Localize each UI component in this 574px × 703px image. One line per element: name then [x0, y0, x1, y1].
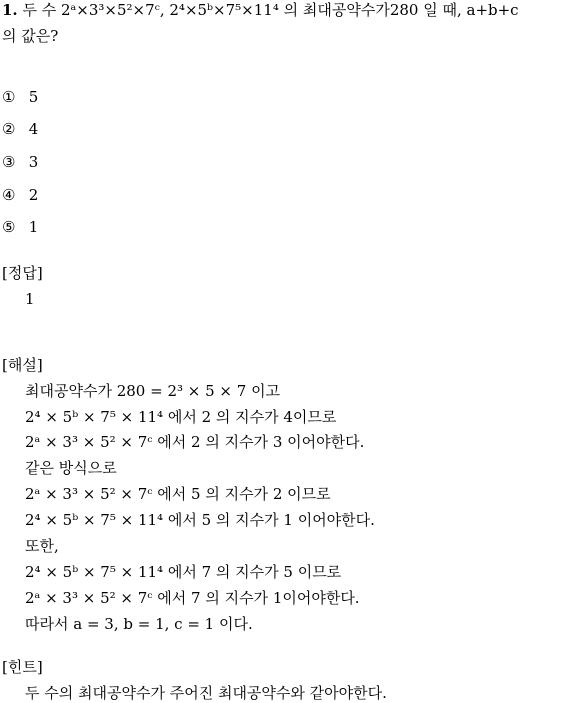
choice-3[interactable] [2, 152, 38, 172]
choice-2-text: 4 [28, 120, 39, 138]
explanation-line: 따라서 a = 3, b = 1, c = 1 이다. [25, 615, 253, 633]
explanation-line: 같은 방식으로 [25, 459, 117, 477]
explanation-line: 2ᵃ × 3³ × 5² × 7ᶜ 에서 5 의 지수가 2 이므로 [25, 485, 331, 503]
question-text: 두 수 2ᵃ×3³×5²×7ᶜ, 2⁴×5ᵇ×7⁵×11⁴ 의 최대공약수가280 일 때, a+b+c [22, 1, 519, 19]
choice-3-mark: ③ [2, 153, 16, 171]
choice-2[interactable] [2, 119, 38, 139]
choice-1[interactable] [2, 87, 38, 107]
choice-5[interactable] [2, 217, 38, 237]
explanation-line: 2ᵃ × 3³ × 5² × 7ᶜ 에서 7 의 지수가 1이어야한다. [25, 589, 360, 607]
answer-value: 1 [25, 290, 35, 308]
explanation-line: 2⁴ × 5ᵇ × 7⁵ × 11⁴ 에서 2 의 지수가 4이므로 [25, 408, 337, 426]
explanation-line: 최대공약수가 280 = 2³ × 5 × 7 이고 [25, 382, 281, 400]
question-number: 1. [2, 1, 18, 19]
choice-5-mark: ⑤ [2, 218, 16, 236]
explanation-line: 또한, [25, 537, 59, 555]
explanation-heading: [해설] [2, 356, 43, 374]
question-line-2: 의 값은? [2, 27, 59, 45]
choice-4-text: 2 [28, 186, 39, 204]
choice-4[interactable] [2, 185, 38, 205]
choice-1-text: 5 [28, 88, 39, 106]
choice-4-mark: ④ [2, 186, 16, 204]
choice-3-text: 3 [28, 153, 39, 171]
choice-1-mark: ① [2, 88, 16, 106]
hint-text: 두 수의 최대공약수가 주어진 최대공약수와 같아야한다. [25, 684, 387, 702]
explanation-line: 2⁴ × 5ᵇ × 7⁵ × 11⁴ 에서 7 의 지수가 5 이므로 [25, 563, 342, 581]
explanation-line: 2ᵃ × 3³ × 5² × 7ᶜ 에서 2 의 지수가 3 이어야한다. [25, 433, 365, 451]
question-line-1 [2, 0, 519, 20]
explanation-line: 2⁴ × 5ᵇ × 7⁵ × 11⁴ 에서 5 의 지수가 1 이어야한다. [25, 511, 375, 529]
hint-heading: [힌트] [2, 658, 43, 676]
choice-5-text: 1 [28, 218, 39, 236]
answer-heading: [정답] [2, 264, 43, 282]
choice-2-mark: ② [2, 120, 16, 138]
